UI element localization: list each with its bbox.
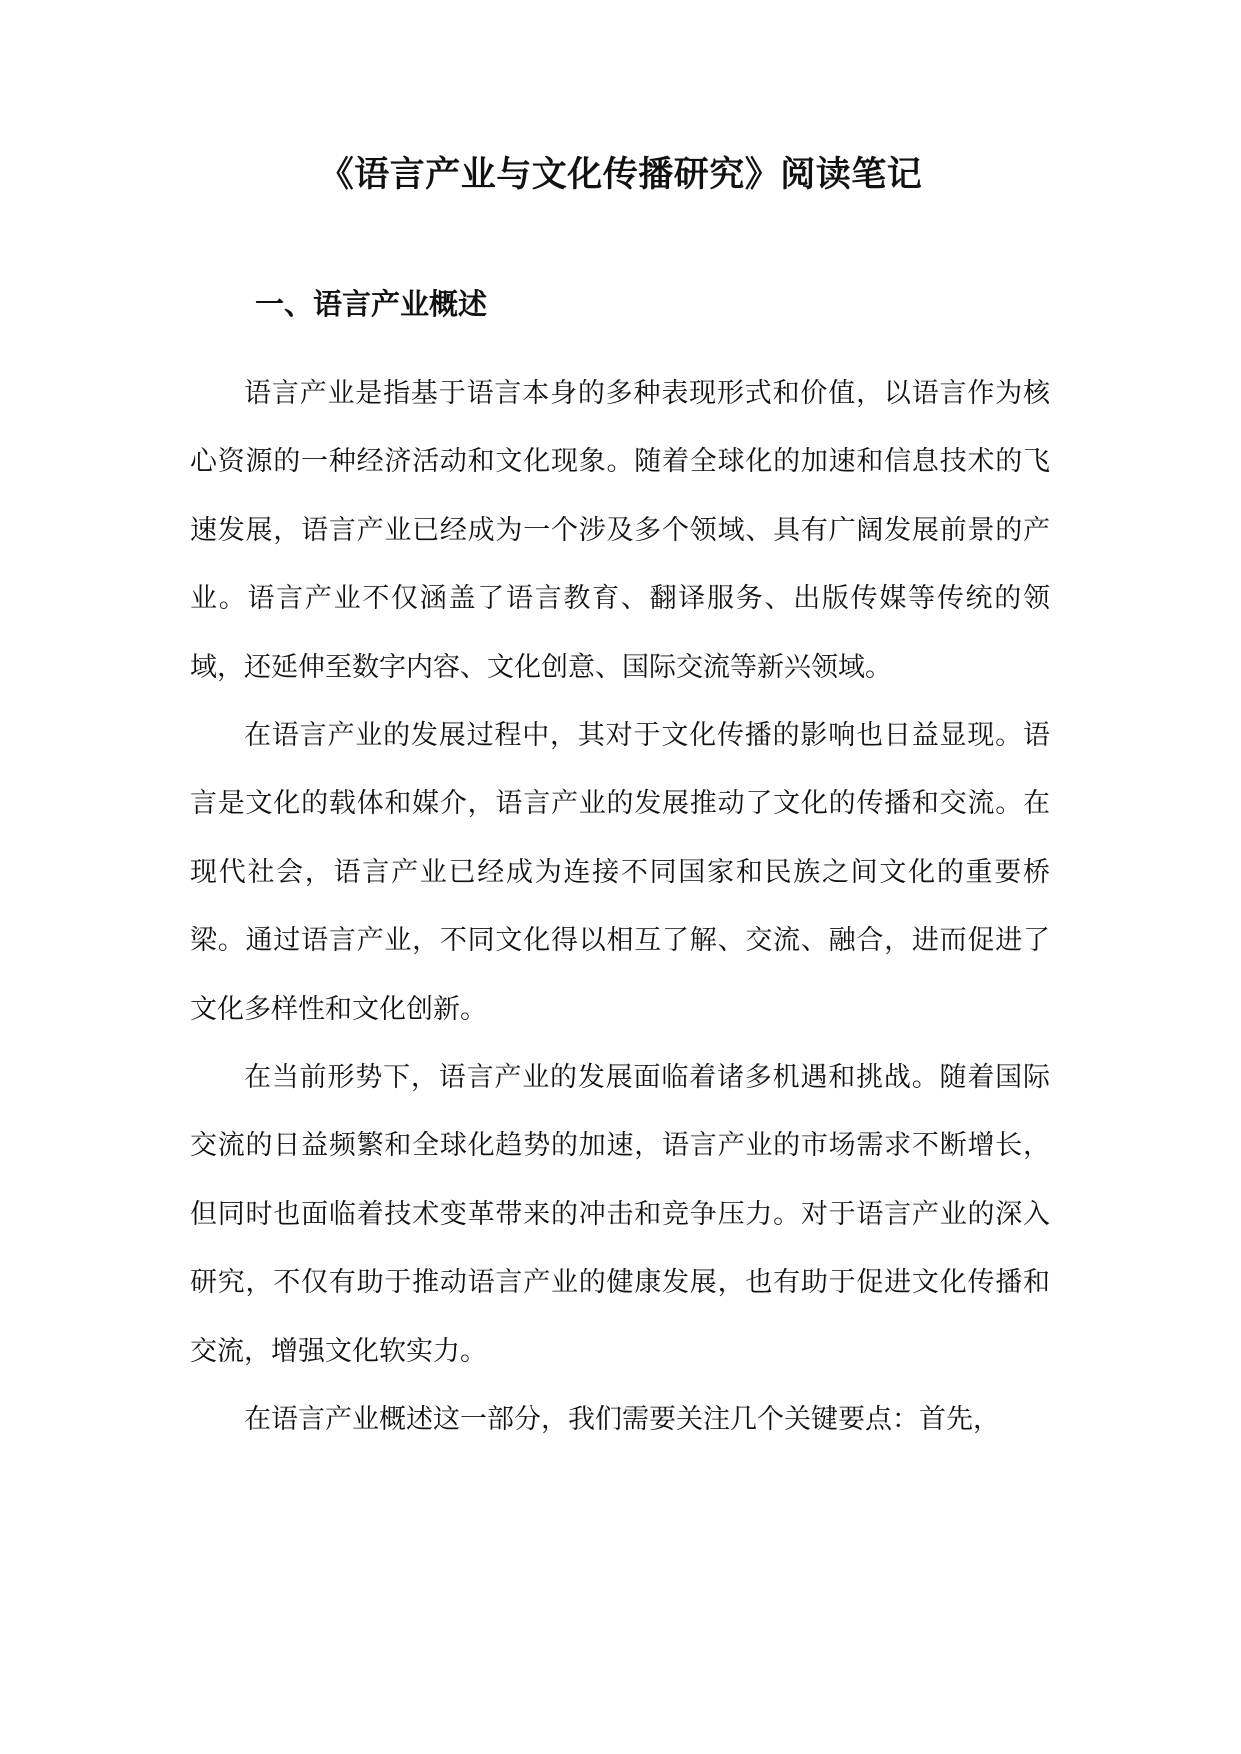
paragraph: 在当前形势下，语言产业的发展面临着诸多机遇和挑战。随着国际交流的日益频繁和全球化趋势的加速，语言产业的市场需求不断增长，但同时也面临着技术变革带来的冲击和竞争压力。对于语言产业的深入研究，不仅有助于推动语言产业的健康发展，也有助于促进文化传播和交流，增强文化软实力。 (190, 1062, 1050, 1367)
document-title: 《语言产业与文化传播研究》阅读笔记 (318, 154, 923, 195)
body-text (190, 360, 1050, 1455)
paragraph: 在语言产业的发展过程中，其对于文化传播的影响也日益显现。语言是文化的载体和媒介，语言产业的发展推动了文化的传播和交流。在现代社会，语言产业已经成为连接不同国家和民族之间文化的重要桥梁。通过语言产业，不同文化得以相互了解、交流、融合，进而促进了文化多样性和文化创新。 (190, 720, 1050, 1025)
paragraph: 在语言产业概述这一部分，我们需要关注几个关键要点：首先， (244, 1404, 1000, 1436)
section-heading: 一、语言产业概述 (255, 287, 488, 321)
paragraph: 语言产业是指基于语言本身的多种表现形式和价值，以语言作为核心资源的一种经济活动和文化现象。随着全球化的加速和信息技术的飞速发展，语言产业已经成为一个涉及多个领域、具有广阔发展前景的产业。语言产业不仅涵盖了语言教育、翻译服务、出版传媒等传统的领域，还延伸至数字内容、文化创意、国际交流等新兴领域。 (190, 378, 1050, 683)
